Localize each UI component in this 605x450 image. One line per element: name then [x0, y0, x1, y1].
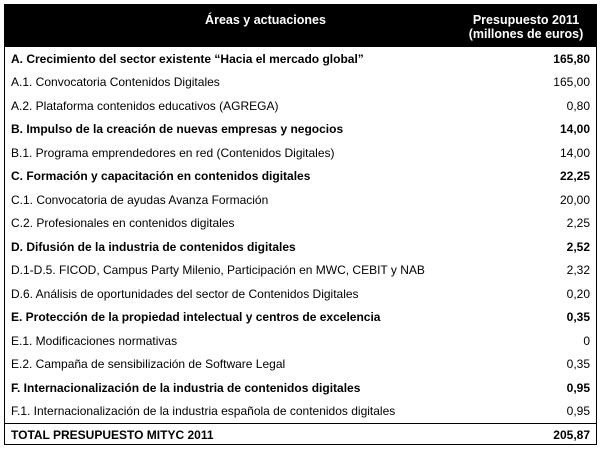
row-value: 0,35 [566, 357, 590, 372]
total-label: TOTAL PRESUPUESTO MITYC 2011 [11, 427, 214, 442]
section-row [5, 306, 596, 330]
row-label: A. Crecimiento del sector existente “Hacia el mercado global” [11, 51, 364, 66]
row-value: 0,95 [566, 404, 590, 419]
row-value: 2,25 [566, 216, 590, 231]
header-areas [5, 5, 456, 47]
row-value: 2,32 [566, 263, 590, 278]
item-row [5, 212, 596, 236]
section-row [5, 165, 596, 189]
row-value: 165,80 [553, 51, 590, 66]
item-row [5, 188, 596, 212]
section-row [5, 235, 596, 259]
row-value: 2,52 [566, 239, 590, 254]
row-label: C.2. Profesionales en contenidos digitales [11, 216, 235, 231]
row-label: C. Formación y capacitación en contenidos digitales [11, 169, 311, 184]
item-row [5, 94, 596, 118]
row-value: 0,80 [566, 98, 590, 113]
row-value: 14,00 [559, 122, 590, 137]
header-budget-line2: (millones de euros) [468, 27, 584, 41]
section-row [5, 376, 596, 400]
budget-table [4, 4, 597, 445]
item-row [5, 259, 596, 283]
row-label: A.2. Plataforma contenidos educativos (AGREGA) [11, 98, 279, 113]
item-row [5, 329, 596, 353]
row-label: F.1. Internacionalización de la industria española de contenidos digitales [11, 404, 396, 419]
header-budget-line1: Presupuesto 2011 [472, 13, 580, 27]
row-value: 0,35 [566, 310, 590, 325]
row-value: 22,25 [559, 169, 590, 184]
row-label: D.1-D.5. FICOD, Campus Party Milenio, Participación en MWC, CEBIT y NAB [11, 263, 425, 278]
item-row [5, 71, 596, 95]
row-label: A.1. Convocatoria Contenidos Digitales [11, 75, 220, 90]
row-label: E.1. Modificaciones normativas [11, 333, 178, 348]
row-value: 0 [583, 333, 590, 348]
row-value: 0,95 [566, 380, 590, 395]
row-label: B. Impulso de la creación de nuevas empresas y negocios [11, 122, 344, 137]
item-row [5, 400, 596, 424]
total-row [5, 423, 596, 445]
item-row [5, 282, 596, 306]
row-label: E. Protección de la propiedad intelectual y centros de excelencia [11, 310, 381, 325]
row-label: C.1. Convocatoria de ayudas Avanza Formación [11, 192, 269, 207]
table-body [5, 47, 596, 423]
row-value: 165,00 [553, 75, 590, 90]
row-value: 0,20 [566, 286, 590, 301]
row-label: E.2. Campaña de sensibilización de Software Legal [11, 357, 286, 372]
item-row [5, 353, 596, 377]
row-value: 20,00 [559, 192, 590, 207]
row-label: D.6. Análisis de oportunidades del sector de Contenidos Digitales [11, 286, 359, 301]
table-header [5, 5, 596, 47]
row-value: 14,00 [559, 145, 590, 160]
row-label: B.1. Programa emprendedores en red (Contenidos Digitales) [11, 145, 335, 160]
total-value: 205,87 [553, 427, 590, 442]
row-label: F. Internacionalización de la industria de contenidos digitales [11, 380, 361, 395]
item-row [5, 141, 596, 165]
section-row [5, 47, 596, 71]
section-row [5, 118, 596, 142]
row-label: D. Difusión de la industria de contenidos digitales [11, 239, 296, 254]
header-budget [456, 5, 596, 47]
header-areas-label: Áreas y actuaciones [205, 13, 326, 27]
